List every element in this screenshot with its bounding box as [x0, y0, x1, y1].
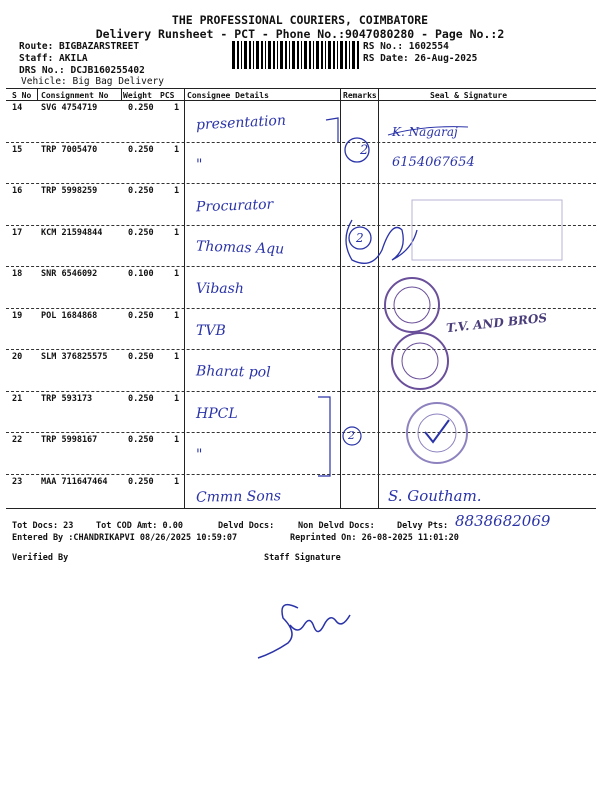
row-consignee-handwritten: Procurator	[195, 196, 274, 216]
row-consignee-handwritten: Thomas Aqu	[195, 237, 285, 258]
col-header-pcs: PCS	[160, 91, 175, 100]
route-label: Route: BIGBAZARSTREET	[19, 41, 140, 52]
row-weight: 0.250	[128, 144, 154, 155]
verified-by: Verified By	[12, 553, 69, 563]
row-consignment-no: SNR 6546092	[41, 269, 98, 279]
col-header-seal-signature: Seal & Signature	[430, 91, 508, 100]
drs-number: DRS No.: DCJB160255402	[19, 65, 145, 76]
row-weight: 0.250	[128, 103, 154, 113]
row-consignee-handwritten: HPCL	[196, 405, 238, 422]
receiver-signature: K. Nagaraj	[392, 125, 458, 139]
row-consignment-no: TRP 5998259	[41, 186, 98, 196]
row-consignment-no: SLM 376825575	[41, 352, 108, 362]
row-consignee-handwritten: presentation	[195, 112, 287, 134]
row-sno: 22	[12, 435, 23, 445]
total-cod: Tot COD Amt: 0.00	[96, 521, 183, 531]
row-pcs: 1	[174, 103, 180, 113]
remark-mark: 2	[356, 231, 364, 245]
staff-label: Staff: AKILA	[19, 53, 88, 64]
total-docs: Tot Docs: 23	[12, 521, 74, 531]
vehicle-label: Vehicle: Big Bag Delivery	[21, 76, 164, 87]
entered-by: Entered By :CHANDRIKAPVI 08/26/2025 10:59:07	[12, 533, 238, 543]
non-delivered-docs: Non Delvd Docs:	[298, 521, 375, 531]
row-pcs: 1	[174, 393, 180, 404]
row-sno: 16	[12, 186, 23, 196]
row-pcs: 1	[174, 144, 180, 155]
row-weight: 0.250	[128, 227, 154, 238]
row-pcs: 1	[174, 186, 180, 196]
row-consignee-handwritten: "	[196, 156, 203, 173]
row-consignee-handwritten: Cmmn Sons	[195, 487, 282, 506]
col-header-weight: Weight	[123, 91, 152, 100]
row-sno: 18	[12, 269, 23, 279]
row-consignee-handwritten: "	[196, 447, 203, 463]
row-consignment-no: SVG 4754719	[41, 103, 98, 113]
row-sno: 23	[12, 476, 23, 487]
row-consignment-no: MAA 711647464	[41, 476, 108, 487]
row-weight: 0.250	[128, 186, 154, 196]
row-weight: 0.250	[128, 352, 154, 362]
row-consignment-no: KCM 21594844	[41, 227, 103, 238]
delivered-docs: Delvd Docs:	[218, 521, 275, 531]
staff-signature-label: Staff Signature	[264, 553, 341, 563]
rs-date: RS Date: 26-Aug-2025	[363, 53, 478, 64]
row-consignee-handwritten: Bharat pol	[195, 363, 271, 381]
row-weight: 0.100	[128, 269, 154, 279]
row-consignment-no: TRP 593173	[41, 393, 93, 404]
row-pcs: 1	[174, 310, 180, 321]
remark-mark: 2	[348, 429, 355, 442]
delivery-phone: 8838682069	[455, 512, 551, 530]
row-consignment-no: TRP 7005470	[41, 144, 98, 155]
remark-mark: 2	[360, 143, 369, 158]
col-header-remarks: Remarks	[343, 91, 377, 100]
col-header-consignee: Consignee Details	[187, 91, 269, 100]
row-sno: 17	[12, 227, 23, 238]
row-weight: 0.250	[128, 310, 154, 321]
row-pcs: 1	[174, 476, 180, 487]
col-header-sno: S No	[12, 91, 32, 100]
delivery-points: Delvy Pts:	[397, 521, 449, 531]
row-sno: 14	[12, 103, 23, 113]
row-consignee-handwritten: TVB	[196, 322, 226, 339]
page-title: THE PROFESSIONAL COURIERS, COIMBATORE	[171, 13, 429, 27]
row-sno: 20	[12, 352, 23, 362]
company-stamp: T.V. AND BROS	[445, 310, 548, 336]
receiver-signature: S. Goutham.	[388, 487, 482, 505]
row-sno: 21	[12, 393, 23, 404]
row-consignment-no: POL 1684868	[41, 310, 98, 321]
row-pcs: 1	[174, 269, 180, 279]
row-weight: 0.250	[128, 476, 154, 487]
row-weight: 0.250	[128, 393, 154, 404]
receiver-phone: 6154067654	[392, 155, 475, 170]
row-pcs: 1	[174, 435, 180, 445]
row-consignee-handwritten: Vibash	[196, 281, 244, 297]
row-weight: 0.250	[128, 435, 154, 445]
rs-number: RS No.: 1602554	[363, 41, 449, 52]
row-consignment-no: TRP 5998167	[41, 435, 98, 445]
row-sno: 15	[12, 144, 23, 155]
reprinted-on: Reprinted On: 26-08-2025 11:01:20	[290, 533, 459, 543]
row-sno: 19	[12, 310, 23, 321]
row-pcs: 1	[174, 352, 180, 362]
col-header-consignment: Consignment No	[41, 91, 109, 100]
page-subtitle: Delivery Runsheet - PCT - Phone No.:9047080280 - Page No.:2	[95, 27, 505, 41]
row-pcs: 1	[174, 227, 180, 238]
